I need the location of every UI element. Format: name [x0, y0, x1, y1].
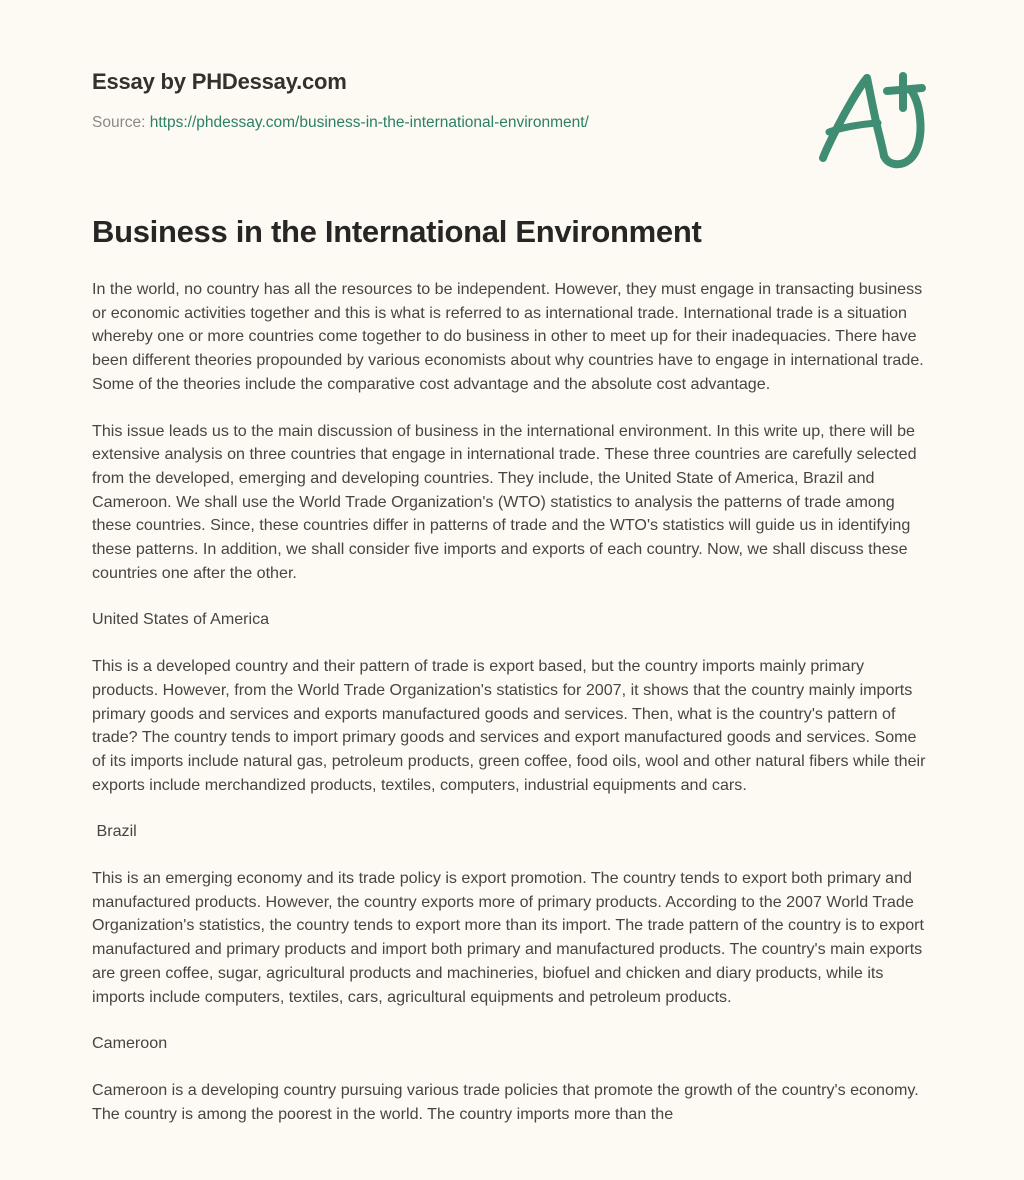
paragraph: This is a developed country and their pattern of trade is export based, but the country imports mainly primary products. However, from the World Trade Organization's statistics for 2007, it shows that the country mainly imports primary goods and services and exports manufactured goods and services. Then, what is the country's pattern of trade? The country tends to import primary goods and services and export manufactured goods and services. Some of its imports include natural gas, petroleum products, green coffee, food oils, wool and other natural fibers while their exports include merchandized products, textiles, computers, industrial equipments and cars.	[92, 657, 930, 794]
paragraph: Cameroon is a developing country pursuing various trade policies that promote the growth of the country's economy. The country is among the poorest in the world. The country imports more than the	[92, 1080, 923, 1123]
source-url-link[interactable]: https://phdessay.com/business-in-the-international-environment/	[149, 114, 589, 131]
aplus-logo-icon	[812, 68, 940, 172]
section-heading-united-states: United States of America	[92, 610, 270, 629]
page-title: Business in the International Environment	[92, 214, 702, 249]
source-label: Source:	[92, 114, 146, 131]
section-heading-brazil: Brazil	[92, 822, 137, 841]
brand-title: Essay by PHDessay.com	[92, 69, 347, 94]
source-line	[92, 113, 932, 133]
document-body	[92, 212, 928, 1126]
paragraph: This is an emerging economy and its trade policy is export promotion. The country tends to export both primary and manufactured products. However, the country exports more of primary products. According to the 2007 World Trade Organization's statistics, the country tends to export more than its import. The trade pattern of the country is to export manufactured and primary products and import both primary and manufactured products. The country's main exports are green coffee, sugar, agricultural products and machineries, biofuel and chicken and diary products, while its imports include computers, textiles, cars, agricultural equipments and petroleum products.	[92, 869, 929, 1006]
paragraph: This issue leads us to the main discussion of business in the international environment. In this write up, there will be extensive analysis on three countries that engage in international trade. These three countries are carefully selected from the developed, emerging and developing countries. They include, the United State of America, Brazil and Cameroon. We shall use the World Trade Organization's (WTO) statistics to analysis the patterns of trade among these countries. Since, these countries differ in patterns of trade and the WTO's statistics will guide us in identifying these patterns. In addition, we shall consider five imports and exports of each country. Now, we shall discuss these countries one after the other.	[92, 421, 922, 582]
paragraph: In the world, no country has all the resources to be independent. However, they must engage in transacting business or economic activities together and this is what is referred to as international trade. International trade is a situation whereby one or more countries come together to do business in other to meet up for their inadequacies. There have been different theories propounded by various economists about why countries have to engage in international trade. Some of the theories include the comparative cost advantage and the absolute cost advantage.	[92, 280, 929, 393]
page-header	[92, 68, 932, 178]
section-heading-cameroon: Cameroon	[92, 1034, 168, 1053]
aplus-logo-glyph	[812, 68, 940, 172]
